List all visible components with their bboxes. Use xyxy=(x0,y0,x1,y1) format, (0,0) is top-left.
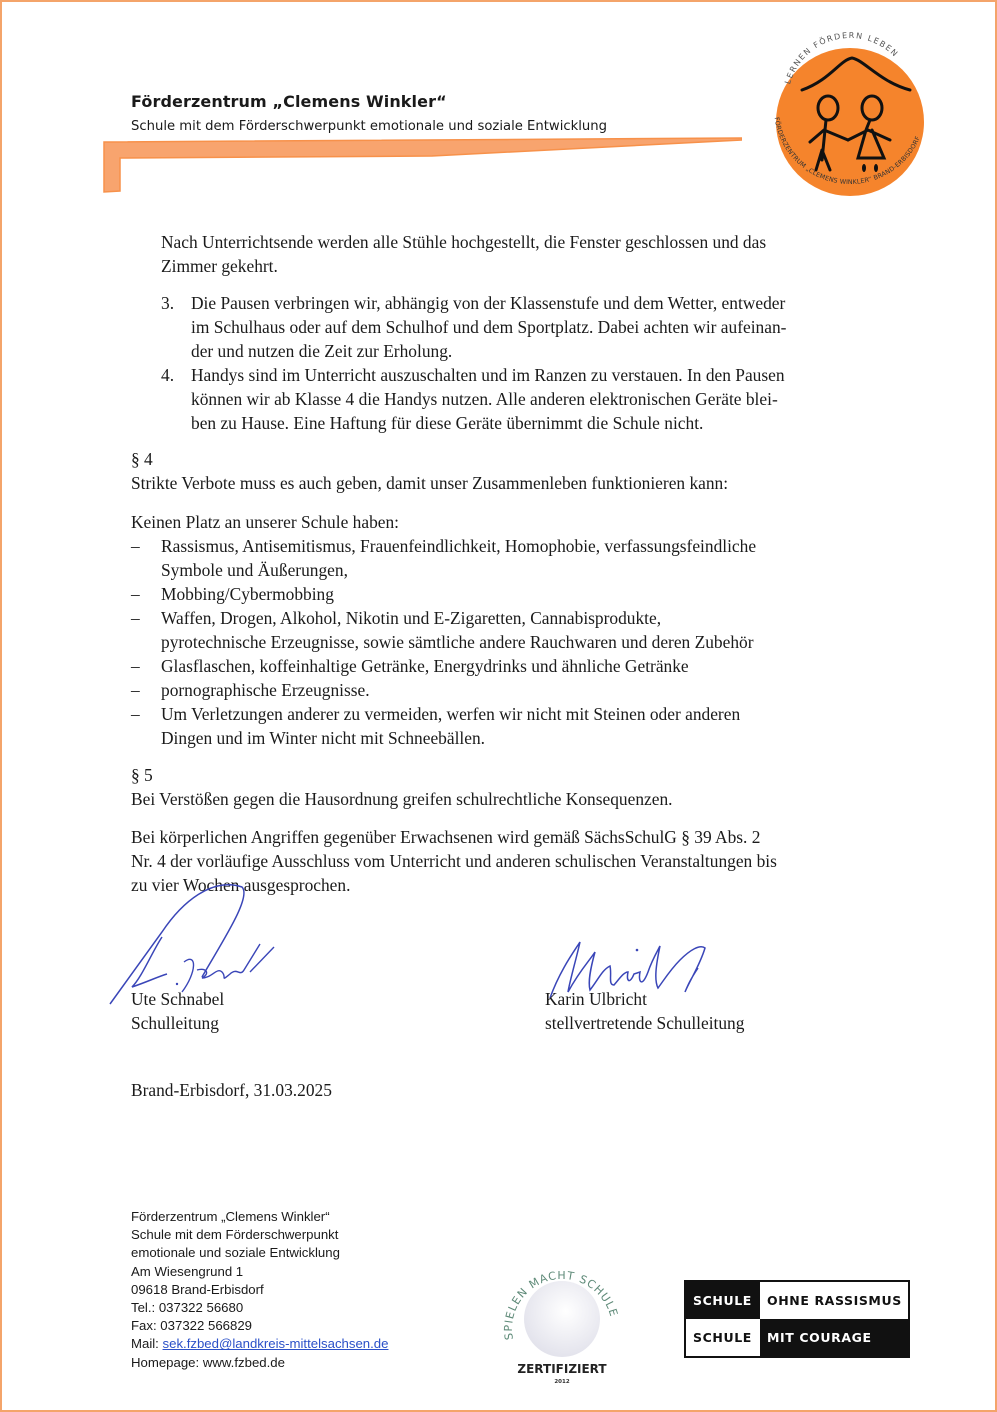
svg-text:2012: 2012 xyxy=(554,1379,570,1385)
section-4: § 4 Strikte Verbote muss es auch geben, damit unser Zusammenleben funktionieren kann: Keinen Platz an unserer Schule haben: – Rassismus, Antisemitismus, Frauenfeindlichkeit, Homophobie, verfassungsfeindliche Symbole und Äußerungen, – Mobbing/Cybermobbing – Waffen, Drogen, Alkohol, Nikotin und E-Zigaretten, Cannabisprodukte, pyrotechnische Erzeugnisse, sowie sämtliche andere Rauchwaren und deren Zubehör – Glasflaschen, koffeinhaltige Getränke, Energydrinks und ähnliche Getränke – pornographische Erzeugnisse. – Um Verletzungen anderer zu vermeiden, werfen wir nicht mit Steinen oder anderen Dingen und im Winter nicht mit Schneebällen. xyxy=(131,447,911,750)
list-item: – pornographische Erzeugnisse. xyxy=(131,680,370,700)
signatory-left: Ute Schnabel Schulleitung xyxy=(131,989,225,1033)
svg-text:ZERTIFIZIERT: ZERTIFIZIERT xyxy=(517,1362,607,1376)
school-logo xyxy=(760,30,940,210)
list-item: 4. Handys sind im Unterricht auszuschalten und im Ranzen zu verstauen. In den Pausen können wir ab Klasse 4 die Handys nutzen. Alle anderen elektronischen Geräte blei- ben zu Hause. Eine Haftung für diese Geräte übernimmt die Schule nicht. xyxy=(161,365,785,433)
intro-paragraph: Nach Unterrichtsende werden alle Stühle hochgestellt, die Fenster geschlossen und das Zimmer gekehrt. xyxy=(161,232,767,276)
list-item: 3. Die Pausen verbringen wir, abhängig von der Klassenstufe und dem Wetter, entweder im Schulhaus oder auf dem Schulhof und dem Sportplatz. Dabei achten wir aufeinan- der und nutzen die Zeit zur Erholung. xyxy=(161,293,787,361)
section-heading: § 5 xyxy=(131,765,153,785)
numbered-list xyxy=(161,291,901,435)
spielen-macht-schule-badge xyxy=(492,1257,632,1387)
svg-text:SPIELEN MACHT SCHULE: SPIELEN MACHT SCHULE xyxy=(501,1268,621,1341)
school-name-heading: Förderzentrum „Clemens Winkler“ xyxy=(131,92,447,111)
school-subtitle: Schule mit dem Förderschwerpunkt emotionale und soziale Entwicklung xyxy=(131,119,608,134)
svg-text:FÖRDERZENTRUM „CLEMENS WINKLER: FÖRDERZENTRUM „CLEMENS WINKLER“ BRAND-ERBISDORF xyxy=(772,116,922,187)
schule-ohne-rassismus-badge: SCHULE OHNE RASSISMUS SCHULE MIT COURAGE xyxy=(684,1280,910,1358)
section-heading: § 4 xyxy=(131,449,153,469)
footer-address: Förderzentrum „Clemens Winkler“ Schule mit dem Förderschwerpunkt emotionale und soziale Entwicklung Am Wiesengrund 1 09618 Brand-Erbisdorf Tel.: 037322 56680 Fax: 037322 566829 Mail: sek.fzbed@landkreis-mittelsachsen.de Homepage: www.fzbed.de xyxy=(131,1208,388,1372)
homepage-text: Homepage: www.fzbed.de xyxy=(131,1354,285,1370)
email-link[interactable]: sek.fzbed@landkreis-mittelsachsen.de xyxy=(162,1336,389,1352)
header-accent-bar xyxy=(102,136,742,194)
signatory-right: Karin Ulbricht stellvertretende Schulleitung xyxy=(545,989,745,1033)
list-item: – Um Verletzungen anderer zu vermeiden, werfen wir nicht mit Steinen oder anderen Dingen und im Winter nicht mit Schneebällen. xyxy=(131,704,741,748)
list-item: – Rassismus, Antisemitismus, Frauenfeindlichkeit, Homophobie, verfassungsfeindliche Symbole und Äußerungen, xyxy=(131,536,757,580)
section-5: § 5 Bei Verstößen gegen die Hausordnung greifen schulrechtliche Konsequenzen. Bei körperlichen Angriffen gegenüber Erwachsenen wird gemäß SächsSchulG § 39 Abs. 2 Nr. 4 der vorläufige Ausschluss vom Unterricht und anderen schulischen Veranstaltungen bis zu vier Wochen ausgesprochen. xyxy=(131,763,911,897)
list-item: – Mobbing/Cybermobbing xyxy=(131,584,334,604)
prohibitions-list xyxy=(101,534,911,750)
place-date: Brand-Erbisdorf, 31.03.2025 xyxy=(131,1080,332,1100)
svg-text:LERNEN FÖRDERN LEBEN: LERNEN FÖRDERN LEBEN xyxy=(783,30,901,86)
list-item: – Glasflaschen, koffeinhaltige Getränke, Energydrinks und ähnliche Getränke xyxy=(131,656,689,676)
list-item: – Waffen, Drogen, Alkohol, Nikotin und E-Zigaretten, Cannabisprodukte, pyrotechnische Erzeugnisse, sowie sämtliche andere Rauchwaren und deren Zubehör xyxy=(131,608,754,652)
